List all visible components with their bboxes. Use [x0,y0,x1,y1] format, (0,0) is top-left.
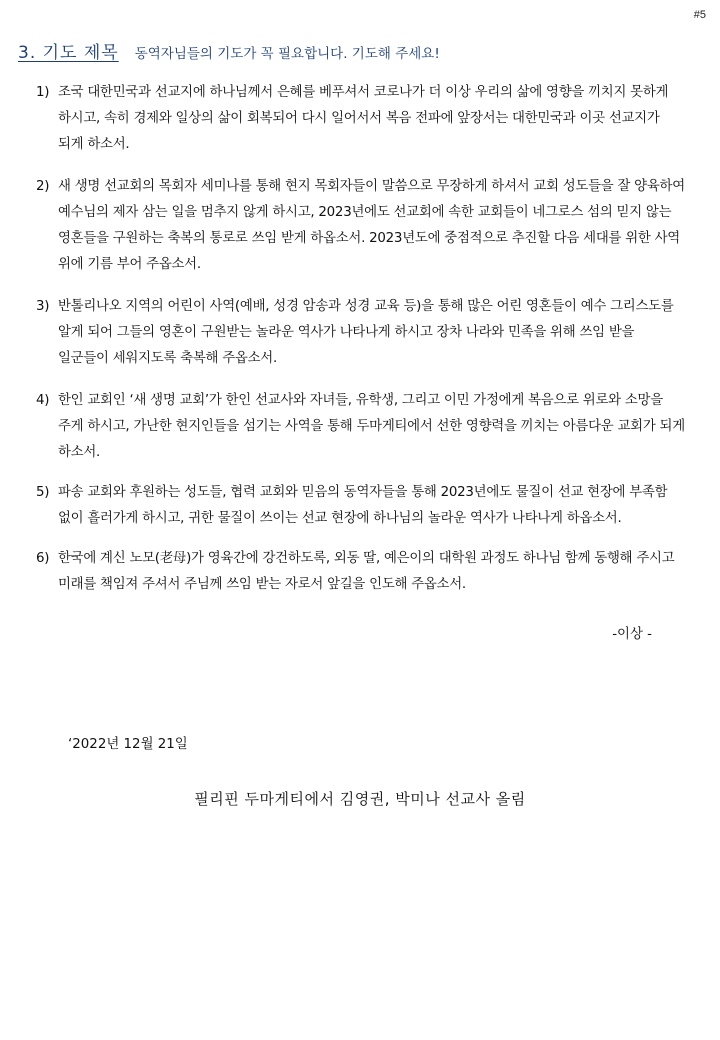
prayer-number: 2) [36,179,50,194]
prayer-text: 한인 교회인 ‘새 생명 교회’가 한인 선교사와 자녀들, 유학생, 그리고 이민 가정에게 복음으로 위로와 소망을 주게 하시고, 가난한 현지인들을 섬기는 사역을 통해 두마게티에서 선한 영향력을 끼치는 아름다운 교회가 되게 하소서. [58,393,685,460]
prayer-text: 반톨리나오 지역의 어린이 사역(예배, 성경 암송과 성경 교육 등)을 통해 많은 어린 영혼들이 예수 그리스도를 알게 되어 그들의 영혼이 구원받는 놀라운 역사가 나타나게 하시고 장차 나라와 민족을 위해 쓰임 받을 일군들이 세워지도록 축복해 주옵소서. [58,299,674,366]
author-signature: 필리핀 두마게티에서 김영권, 박미나 선교사 올림 [194,790,526,808]
prayer-list [36,80,688,598]
prayer-text: 조국 대한민국과 선교지에 하나님께서 은혜를 베푸셔서 코로나가 더 이상 우리의 삶에 영향을 끼치지 못하게 하시고, 속히 경제와 일상의 삶이 회복되어 다시 일어서서 복음 전파에 앞장서는 대한민국과 이곳 선교지가 되게 하소서. [58,85,669,152]
prayer-item-5 [36,480,688,532]
prayer-number: 5) [36,485,50,500]
prayer-item-6 [36,546,688,598]
letter-date: ‘2022년 12월 21일 [68,737,188,752]
prayer-number: 3) [36,299,50,314]
prayer-number: 4) [36,393,50,408]
prayer-text: 파송 교회와 후원하는 성도들, 협력 교회와 믿음의 동역자들을 통해 2023년에도 물질이 선교 현장에 부족함 없이 흘러가게 하시고, 귀한 물질이 쓰이는 선교 현장에 하나님의 놀라운 역사가 나타나게 하옵소서. [58,485,668,526]
prayer-number: 6) [36,551,50,566]
prayer-text: 한국에 계신 노모(老母)가 영육간에 강건하도록, 외동 딸, 예은이의 대학원 과정도 하나님 함께 동행해 주시고 미래를 책임져 주셔서 주님께 쓰임 받는 자로서 앞길을 인도해 주옵소서. [58,551,675,592]
page-number: #5 [693,9,706,21]
signoff: -이상 - [612,627,652,642]
prayer-number: 1) [36,85,50,100]
prayer-item-4 [36,388,688,466]
section-subtitle: 동역자님들의 기도가 꼭 필요합니다. 기도해 주세요! [134,46,440,62]
section-header [18,38,440,63]
prayer-text: 새 생명 선교회의 목회자 세미나를 통해 현지 목회자들이 말씀으로 무장하게 하셔서 교회 성도들을 잘 양육하여 예수님의 제자 삼는 일을 멈추지 않게 하시고, 2023년에도 선교회에 속한 교회들이 네그로스 섬의 믿지 않는 영혼들을 구원하는 축복의 통로로 쓰임 받게 하옵소서. 2023년도에 중점적으로 추진할 다음 세대를 위한 사역 위에 기름 부어 주옵소서. [58,179,685,272]
prayer-item-1 [36,80,688,158]
prayer-item-2 [36,174,688,278]
prayer-item-3 [36,294,688,372]
section-title: 3. 기도 제목 [18,43,119,63]
